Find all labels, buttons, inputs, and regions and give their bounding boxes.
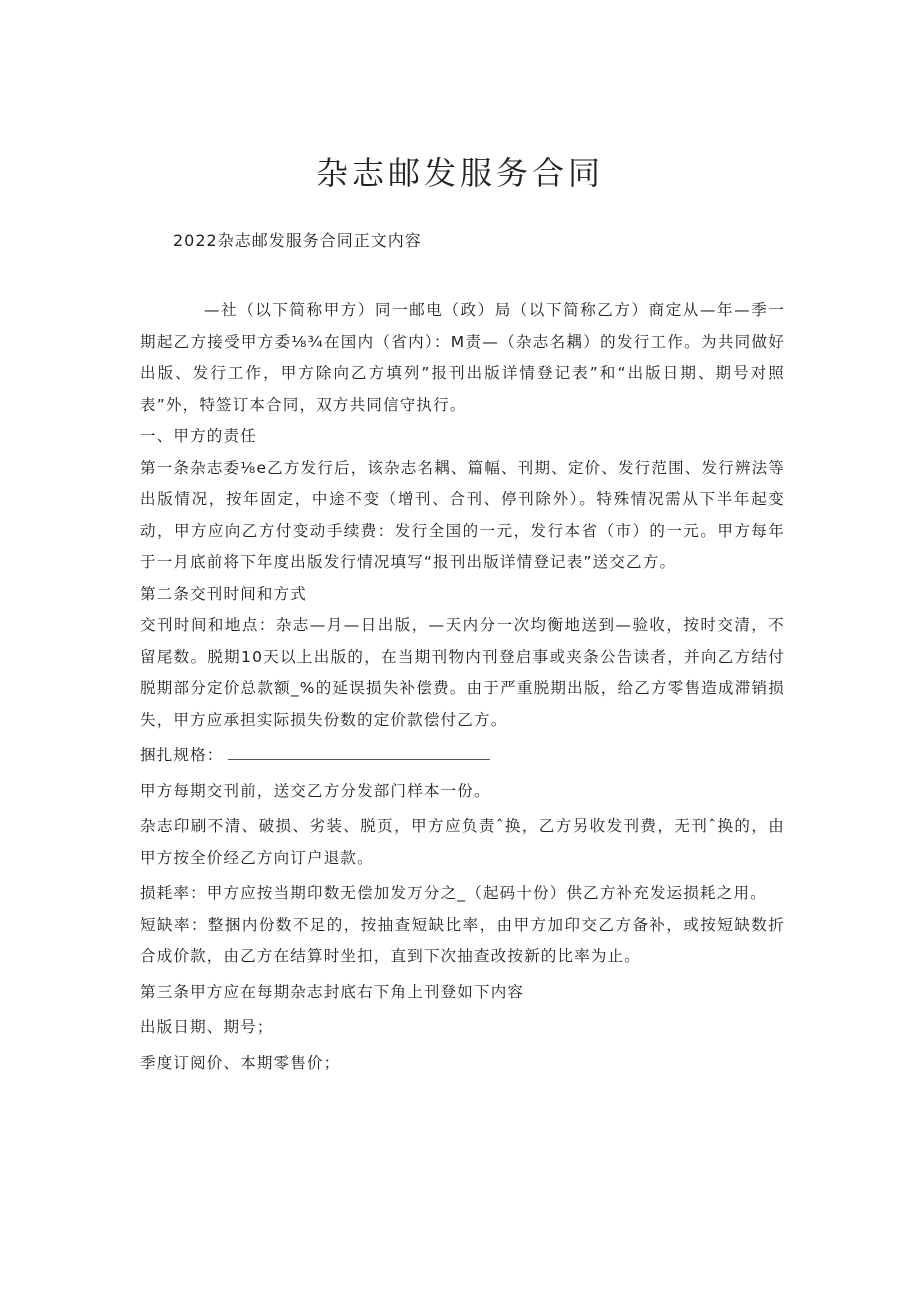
list-item: 出版日期、期号；	[140, 1018, 274, 1036]
bundling-spec-line	[140, 740, 785, 772]
article-heading: 第二条交刊时间和方式	[140, 584, 308, 603]
article-heading: 第三条甲方应在每期杂志封底右下角上刊登如下内容	[140, 982, 525, 1001]
bundling-spec-blank	[228, 745, 490, 760]
section-heading: 一、甲方的责任	[140, 427, 257, 445]
intro-paragraph: —社（以下简称甲方）同一邮电（政）局（以下简称乙方）商定从—年—季一期起乙方接受甲方委⅛¾在国内（省内）：M责—（杂志名耦）的发行工作。为共同做好出版、发行工作，甲方除向乙方填列”报刊出版详情登记表”和“出版日期、期号对照表”外，特签订本合同，双方共同信守执行。	[140, 301, 785, 414]
clause-paragraph: 甲方每期交刊前，送交乙方分发部门样本一份。	[140, 781, 491, 800]
clause-paragraph: 杂志印刷不清、破损、劣装、脱页，甲方应负责ˆ换，乙方另收发刊费，无刊ˆ换的，由甲方按全价经乙方向订户退款。	[140, 817, 785, 867]
article-paragraph: 第一条杂志委⅛e乙方发行后，该杂志名耦、篇幅、刊期、定价、发行范围、发行辨法等出版情况，按年固定，中途不变（增刊、合刊、停刊除外）。特殊情况需从下半年起变动，甲方应向乙方付变动手续费：发行全国的一元，发行本省（市）的一元。甲方每年于一月底前将下年度出版发行情况填写“报刊出版详情登记表”送交乙方。	[140, 458, 785, 571]
clause-paragraph: 短缺率：整捆内份数不足的，按抽查短缺比率，由甲方加印交乙方备补，或按短缺数折合成价款，由乙方在结算时坐扣，直到下次抽查改按新的比率为止。	[140, 915, 785, 965]
article-paragraph: 交刊时间和地点：杂志—月—日出版，—天内分一次均衡地送到—验收，按时交清，不留尾数。脱期10天以上出版的，在当期刊物内刊登启事或夹条公告读者，并向乙方结付脱期部分定价总款额_%的延误损失补偿费。由于严重脱期出版，给乙方零售造成滞销损失，甲方应承担实际损失份数的定价款偿付乙方。	[140, 616, 785, 729]
contract-body	[140, 295, 785, 1079]
document-subtitle: 2022杂志邮发服务合同正文内容	[173, 231, 422, 250]
list-item: 季度订阅价、本期零售价；	[140, 1053, 341, 1072]
clause-paragraph: 损耗率：甲方应按当期印数无偿加发万分之_（起码十份）供乙方补充发运损耗之用。	[140, 884, 767, 902]
bundling-spec-label: 捆扎规格：	[140, 746, 224, 764]
page-title: 杂志邮发服务合同	[315, 154, 604, 192]
